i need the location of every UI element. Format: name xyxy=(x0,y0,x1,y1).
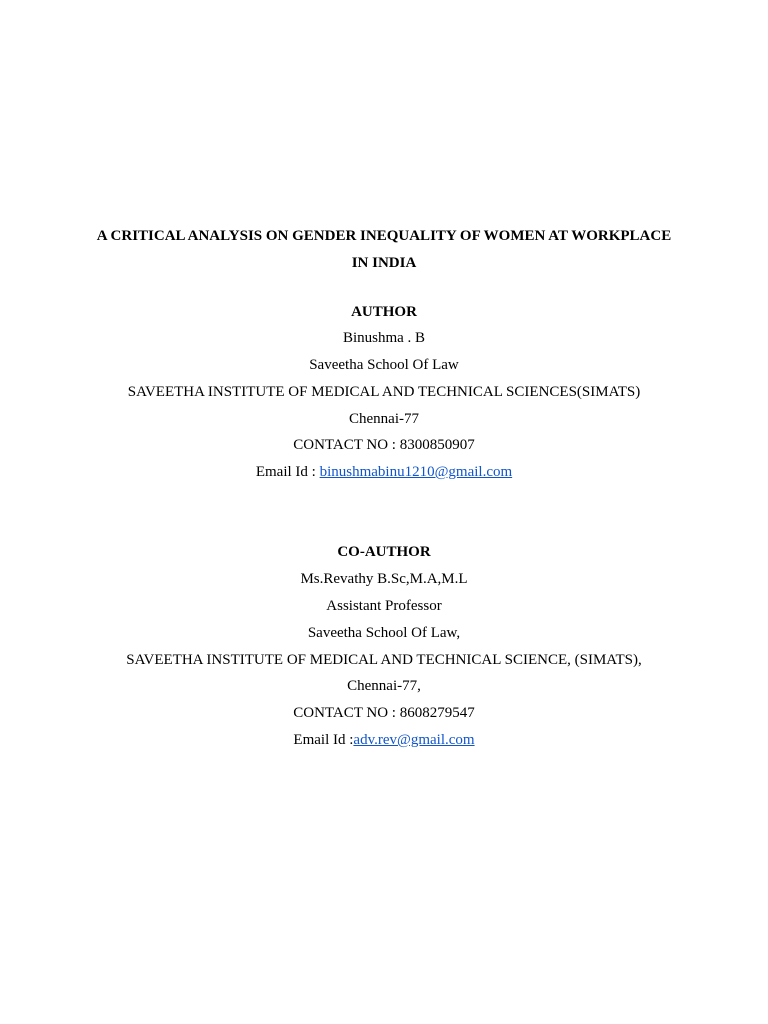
coauthor-school: Saveetha School Of Law, xyxy=(307,625,461,641)
author-email-line xyxy=(0,463,768,481)
author-name: Binushma . B xyxy=(342,330,426,346)
paper-title-line-1: A CRITICAL ANALYSIS ON GENDER INEQUALITY OF WOMEN AT WORKPLACE xyxy=(96,228,672,244)
coauthor-city: Chennai-77, xyxy=(347,678,421,694)
author-city: Chennai-77 xyxy=(349,411,419,427)
coauthor-role: Assistant Professor xyxy=(326,598,442,614)
coauthor-email-link[interactable]: adv.rev@gmail.com xyxy=(353,732,475,748)
coauthor-name: Ms.Revathy B.Sc,M.A,M.L xyxy=(300,571,468,587)
coauthor-heading: CO-AUTHOR xyxy=(337,544,431,560)
coauthor-contact: CONTACT NO : 8608279547 xyxy=(293,705,475,721)
author-institute: SAVEETHA INSTITUTE OF MEDICAL AND TECHNICAL SCIENCES(SIMATS) xyxy=(127,384,641,400)
author-school: Saveetha School Of Law xyxy=(309,357,459,373)
coauthor-email-line xyxy=(0,731,768,749)
author-email-label: Email Id : xyxy=(255,464,320,480)
author-heading: AUTHOR xyxy=(351,304,417,320)
author-contact: CONTACT NO : 8300850907 xyxy=(293,437,475,453)
author-email-link[interactable]: binushmabinu1210@gmail.com xyxy=(319,464,513,480)
coauthor-institute: SAVEETHA INSTITUTE OF MEDICAL AND TECHNICAL SCIENCE, (SIMATS), xyxy=(126,652,642,668)
coauthor-email-label: Email Id : xyxy=(293,732,354,748)
paper-title-line-2: IN INDIA xyxy=(351,255,417,271)
